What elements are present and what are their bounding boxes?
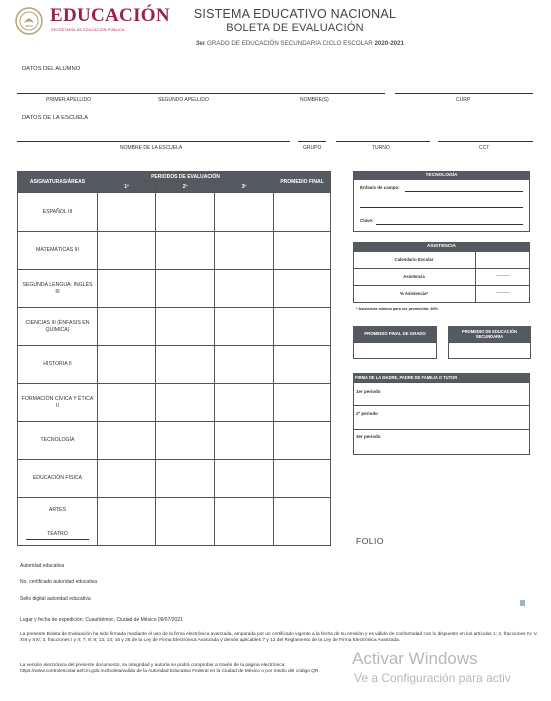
arts-cell xyxy=(18,498,98,546)
grade-cell xyxy=(98,346,156,384)
grade-cell xyxy=(156,460,215,498)
cct-line xyxy=(438,141,533,142)
qr-fragment-icon xyxy=(520,600,525,606)
grade-average-box xyxy=(353,342,437,359)
grade-cell xyxy=(98,193,156,232)
grade-cell xyxy=(98,460,156,498)
signature-row-line xyxy=(353,429,530,430)
attendance-row-line xyxy=(353,268,530,269)
school-calendar-label: Calendario Escolar xyxy=(394,257,434,262)
attendance-header: ASISTENCIA xyxy=(353,242,530,251)
shift-line xyxy=(336,141,430,142)
grade-cell xyxy=(156,270,215,308)
technology-header: TECNOLOGÍA xyxy=(353,171,530,180)
grade-cell xyxy=(156,308,215,346)
digital-seal: Sello digital autoridad educativa xyxy=(20,596,91,602)
technology-box xyxy=(353,171,530,232)
curp-label: CURP xyxy=(456,97,471,103)
windows-activation-subtitle: Ve a Configuración para activ xyxy=(354,671,511,685)
table-row xyxy=(18,422,331,460)
table-row xyxy=(18,193,331,232)
subjects-header: ASIGNATURAS/ÁREAS xyxy=(18,172,98,193)
school-name-label: NOMBRE DE LA ESCUELA xyxy=(120,145,183,151)
signature-period-3: 3er periodo xyxy=(356,434,381,439)
final-grade-cell xyxy=(274,498,331,546)
final-grade-cell xyxy=(274,460,331,498)
second-surname-label: SEGUNDO APELLIDO xyxy=(158,97,209,103)
attendance-pct-value: ——— xyxy=(496,290,510,295)
subject-cell: CIENCIAS III (ÉNFASIS EN QUÍMICA) xyxy=(18,308,98,346)
final-average-header: PROMEDIO FINAL xyxy=(274,172,331,193)
period-1-header: 1º xyxy=(98,182,156,193)
grade-cell xyxy=(215,498,274,546)
grade-cell xyxy=(98,308,156,346)
grade-cell xyxy=(215,270,274,308)
grade-cell xyxy=(215,422,274,460)
emphasis-label: Énfasis de campo: xyxy=(360,185,400,190)
school-cycle: 2020-2021 xyxy=(374,40,405,47)
level-average-box xyxy=(448,342,531,359)
signature-row-line xyxy=(353,405,530,406)
final-grade-cell xyxy=(274,270,331,308)
school-section-label: DATOS DE LA ESCUELA xyxy=(22,115,89,121)
grade-text: GRADO DE EDUCACIÓN SECUNDARIA CICLO ESCOLAR xyxy=(206,40,373,47)
educational-authority: Autoridad educativa xyxy=(20,563,65,569)
grade-cycle-line xyxy=(160,40,440,47)
grade-cell xyxy=(215,460,274,498)
grade-cell xyxy=(215,232,274,270)
first-surname-label: PRIMER APELLIDO xyxy=(46,97,92,103)
document-subtitle: BOLETA DE EVALUACIÓN xyxy=(226,22,364,34)
attendance-row-line xyxy=(353,285,530,286)
grade-cell xyxy=(156,232,215,270)
grade-cell xyxy=(156,422,215,460)
grade-cell xyxy=(215,193,274,232)
table-row xyxy=(18,308,331,346)
table-row xyxy=(18,460,331,498)
logo-text: EDUCACIÓN xyxy=(50,5,170,26)
names-label: NOMBRE(S) xyxy=(300,97,329,103)
attendance-label: Asistencia xyxy=(403,274,425,279)
attendance-pct-label: % Asistencia* xyxy=(399,291,429,296)
grade-cell xyxy=(156,498,215,546)
grade-cell xyxy=(98,270,156,308)
subject-cell: EDUCACIÓN FÍSICA xyxy=(18,460,98,498)
level-average-header: PROMEDIO DE EDUCACIÓN SECUNDARIA xyxy=(448,326,531,342)
subject-cell: ESPAÑOL III xyxy=(18,193,98,232)
periods-header: PERIODOS DE EVALUACIÓN xyxy=(98,172,274,182)
final-grade-cell xyxy=(274,422,331,460)
shift-label: TURNO xyxy=(372,145,390,151)
period-2-header: 2º xyxy=(156,182,215,193)
emphasis-line-2 xyxy=(360,207,523,208)
final-grade-cell xyxy=(274,384,331,422)
student-section-label: DATOS DEL ALUMNO xyxy=(22,66,81,72)
theatre-label: TEATRO xyxy=(26,531,89,540)
grade-cell xyxy=(215,308,274,346)
cct-label: CCT xyxy=(479,145,490,151)
coat-of-arms-icon xyxy=(14,6,44,36)
school-name-line xyxy=(17,141,290,142)
arts-label: ARTES xyxy=(48,507,67,513)
grade-number: 3er xyxy=(195,40,206,47)
table-row xyxy=(18,270,331,308)
curp-line xyxy=(395,93,533,94)
subject-cell: TECNOLOGÍA xyxy=(18,422,98,460)
final-grade-cell xyxy=(274,346,331,384)
final-grade-cell xyxy=(274,193,331,232)
document-title: SISTEMA EDUCATIVO NACIONAL xyxy=(193,7,397,21)
student-name-line xyxy=(17,93,385,94)
authority-certificate: No. certificado autoridad educativa xyxy=(20,579,97,585)
grade-cell xyxy=(215,384,274,422)
attendance-note: * Asistencia mínima para ser promovido: 80% xyxy=(356,307,439,311)
grade-cell xyxy=(98,498,156,546)
key-line xyxy=(376,224,523,225)
place-date: Lugar y fecha de expedición: Cuauhtémoc, Ciudad de México 09/07/2021 xyxy=(20,617,183,623)
key-label: Clave: xyxy=(360,218,374,223)
table-row xyxy=(18,498,331,546)
subject-cell: MATEMÁTICAS III xyxy=(18,232,98,270)
group-line xyxy=(298,141,326,142)
legal-text-1: La presente Boleta de Evaluación ha sido firmada mediante el uso de la firma electrónica avanzada, amparada por un certificado vigente a la fecha de su emisión y es válido de conformidad con lo dispuesto en los artículos 1; 2, fracciones IV, V, XIII y XIV; 3, fracciones I y II; 7; 8; 9; 13; 14; 16 y 25 de la Ley de Firma Electrónica Avanzada y demás aplicables 7 y 12 del Reglamento de la Ley de Firma Electrónica Avanzada. xyxy=(20,632,538,644)
grade-cell xyxy=(156,384,215,422)
table-row xyxy=(18,384,331,422)
attendance-value: ——— xyxy=(496,273,510,278)
grades-table xyxy=(17,171,331,546)
grade-cell xyxy=(215,346,274,384)
subject-cell: HISTORIA II xyxy=(18,346,98,384)
grade-cell xyxy=(156,346,215,384)
legal-text-2: La versión electrónica del presente documento, su integridad y autoría se podrá comprobar a través de la página electrónica: https://www.controlescolar.aefcm.gob.mx/boleta/valida de la Autoridad Educativa Federal en la Ciudad de México o por medio del código QR. xyxy=(20,663,320,675)
windows-activation-title: Activar Windows xyxy=(352,649,478,668)
grade-cell xyxy=(98,232,156,270)
table-row xyxy=(18,346,331,384)
group-label: GRUPO xyxy=(303,145,322,151)
signature-period-2: 2º periodo xyxy=(356,411,378,416)
period-3-header: 3º xyxy=(215,182,274,193)
grade-cell xyxy=(98,422,156,460)
emphasis-line xyxy=(405,191,523,192)
grade-cell xyxy=(156,193,215,232)
signature-header: FIRMA DE LA MADRE, PADRE DE FAMILIA O TUTOR xyxy=(353,373,530,382)
signature-period-1: 1er periodo xyxy=(356,389,381,394)
folio-label: FOLIO xyxy=(356,536,385,546)
final-grade-cell xyxy=(274,232,331,270)
subject-cell: SEGUNDA LENGUA: INGLÉS III xyxy=(18,270,98,308)
table-row xyxy=(18,232,331,270)
final-grade-cell xyxy=(274,308,331,346)
logo-subtitle: SECRETARÍA DE EDUCACIÓN PÚBLICA xyxy=(51,28,125,32)
grade-cell xyxy=(98,384,156,422)
grade-average-header: PROMEDIO FINAL DE GRADO xyxy=(353,326,437,342)
subject-cell: FORMACIÓN CÍVICA Y ÉTICA II xyxy=(18,384,98,422)
